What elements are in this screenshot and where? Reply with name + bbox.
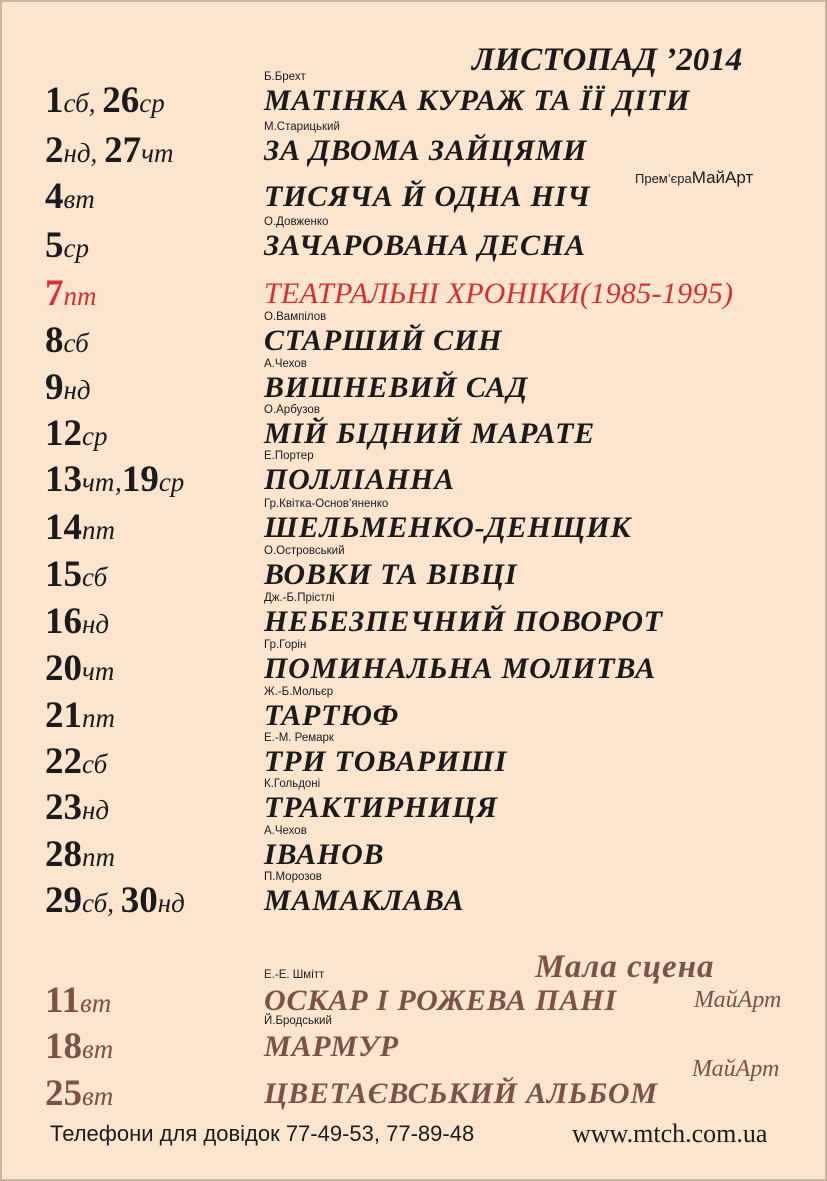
small-show-company: МайАрт	[692, 1056, 780, 1082]
show-title: ТРИ ТОВАРИШІ	[264, 745, 508, 778]
small-show-company: МайАрт	[694, 987, 782, 1013]
weekday: ср	[158, 467, 185, 497]
show-date	[45, 650, 114, 687]
date-number: 28	[45, 834, 82, 875]
weekday: нд	[157, 888, 185, 918]
weekday: сб	[82, 562, 108, 592]
date-number: 25	[45, 1073, 82, 1114]
weekday: нд	[82, 609, 110, 639]
weekday: пт	[82, 842, 115, 872]
show-date	[45, 1028, 113, 1065]
show-title: СТАРШИЙ СИН	[264, 324, 503, 357]
show-date	[45, 789, 109, 826]
weekday: вт	[82, 1034, 114, 1064]
show-date	[45, 882, 185, 919]
show-date	[45, 603, 109, 640]
date-number: 22	[45, 741, 82, 782]
date-number: 13	[45, 459, 82, 500]
show-date	[45, 227, 89, 264]
date-number: 5	[45, 225, 64, 266]
show-date	[45, 1075, 113, 1112]
footer-phones: Телефони для довідок 77-49-53, 77-89-48	[50, 1121, 475, 1146]
show-date	[45, 82, 165, 119]
show-author: О.Вампілов	[264, 311, 327, 323]
show-title: ЗАЧАРОВАНА ДЕСНА	[264, 229, 586, 262]
small-show-title: ОСКАР І РОЖЕВА ПАНІ	[264, 984, 617, 1017]
footer-website[interactable]: www.mtch.com.ua	[572, 1119, 768, 1148]
show-title: ТРАКТИРНИЦЯ	[264, 791, 498, 824]
date-number: 9	[45, 367, 64, 408]
show-date	[45, 369, 91, 406]
weekday: нд	[63, 375, 91, 405]
weekday: сб	[82, 749, 108, 779]
weekday: нд,	[63, 138, 105, 168]
show-author: К.Гольдоні	[264, 778, 321, 790]
date-number: 23	[45, 787, 82, 828]
weekday: пт	[63, 281, 97, 311]
show-title: ЗА ДВОМА ЗАЙЦЯМИ	[264, 134, 588, 167]
date-number: 21	[45, 695, 82, 736]
show-date	[45, 461, 184, 498]
show-author: Дж.-Б.Прістлі	[264, 592, 335, 604]
small-show-title: МАРМУР	[264, 1030, 399, 1063]
premiere-note	[635, 168, 753, 188]
premiere-company: МайАрт	[691, 168, 754, 187]
weekday: сб,	[63, 88, 103, 118]
small-show-title: ЦВЕТАЄВСЬКИЙ АЛЬБОМ	[264, 1077, 658, 1110]
show-title: МАМАКЛАВА	[264, 884, 465, 917]
weekday: пт	[82, 515, 115, 545]
show-title: МАТІНКА КУРАЖ ТА ЇЇ ДІТИ	[264, 84, 691, 117]
weekday: вт	[82, 1081, 114, 1111]
show-author: П.Морозов	[264, 871, 322, 883]
show-title: ТАРТЮФ	[264, 699, 400, 732]
show-author: Б.Брехт	[264, 71, 306, 83]
show-title: ВОВКИ ТА ВІВЦІ	[264, 558, 518, 591]
weekday: ср	[82, 421, 108, 451]
show-title: ВИШНЕВИЙ САД	[264, 371, 529, 404]
show-title: ШЕЛЬМЕНКО-ДЕНЩИК	[264, 511, 632, 544]
date-number: 18	[45, 1026, 82, 1067]
date-number: 14	[45, 507, 82, 548]
date-number: 19	[121, 459, 159, 500]
date-number: 11	[45, 980, 80, 1021]
weekday: ср	[63, 233, 89, 263]
weekday: чт,	[82, 467, 122, 497]
show-title: ПОМИНАЛЬНА МОЛИТВА	[264, 652, 656, 685]
weekday: вт	[63, 184, 95, 214]
show-author: М.Старицький	[264, 121, 340, 133]
date-number: 12	[45, 413, 82, 454]
weekday: пт	[82, 703, 115, 733]
date-number: 1	[45, 80, 64, 121]
month-heading: ЛИСТОПАД ’2014	[472, 42, 743, 78]
show-author: О.Островський	[264, 545, 345, 557]
date-number: 2	[45, 130, 64, 171]
date-number: 4	[45, 176, 64, 217]
show-title: МІЙ БІДНИЙ МАРАТЕ	[264, 417, 596, 450]
show-author: О.Довженко	[264, 216, 329, 228]
show-date	[45, 982, 111, 1019]
show-title: ІВАНОВ	[264, 838, 385, 871]
show-author: Е.Портер	[264, 450, 314, 462]
show-author: О.Арбузов	[264, 404, 320, 416]
show-date	[45, 132, 173, 169]
show-author: Е.-М. Ремарк	[264, 732, 334, 744]
weekday: сб,	[82, 888, 121, 918]
show-author: Гр.Горін	[264, 639, 307, 651]
date-number: 7	[45, 273, 64, 314]
weekday: чт	[141, 138, 174, 168]
show-title: ПОЛЛІАННА	[264, 463, 455, 496]
premiere-label: Прем’єра	[635, 171, 692, 186]
date-number: 20	[45, 648, 82, 689]
date-number: 26	[102, 80, 140, 121]
show-author: А.Чехов	[264, 825, 307, 837]
date-number: 29	[45, 880, 82, 921]
show-date	[45, 836, 115, 873]
show-title: НЕБЕЗПЕЧНИЙ ПОВОРОТ	[264, 605, 663, 638]
small-show-author: Е.-Е. Шмітт	[264, 969, 325, 981]
date-number: 30	[120, 880, 158, 921]
date-number: 15	[45, 554, 82, 595]
date-number: 8	[45, 320, 64, 361]
show-date	[45, 275, 97, 312]
show-author: Ж.-Б.Мольєр	[264, 686, 334, 698]
date-number: 27	[104, 130, 142, 171]
show-author: А.Чехов	[264, 358, 307, 370]
show-author: Гр.Квітка-Основ’яненко	[264, 498, 389, 510]
weekday: сб	[63, 328, 89, 358]
show-date	[45, 697, 115, 734]
show-date	[45, 556, 107, 593]
show-date	[45, 415, 107, 452]
show-title: ТЕАТРАЛЬНІ ХРОНІКИ(1985-1995)	[264, 277, 734, 310]
weekday: ср	[139, 88, 165, 118]
show-date	[45, 509, 115, 546]
small-stage-heading: Мала сцена	[535, 949, 715, 985]
weekday: вт	[79, 988, 112, 1018]
show-title: ТИСЯЧА Й ОДНА НІЧ	[264, 180, 591, 213]
date-number: 16	[45, 601, 82, 642]
show-date	[45, 743, 107, 780]
weekday: чт	[82, 656, 115, 686]
show-date	[45, 178, 95, 215]
show-date	[45, 322, 89, 359]
weekday: нд	[82, 795, 110, 825]
small-show-author: Й.Бродський	[264, 1015, 332, 1027]
